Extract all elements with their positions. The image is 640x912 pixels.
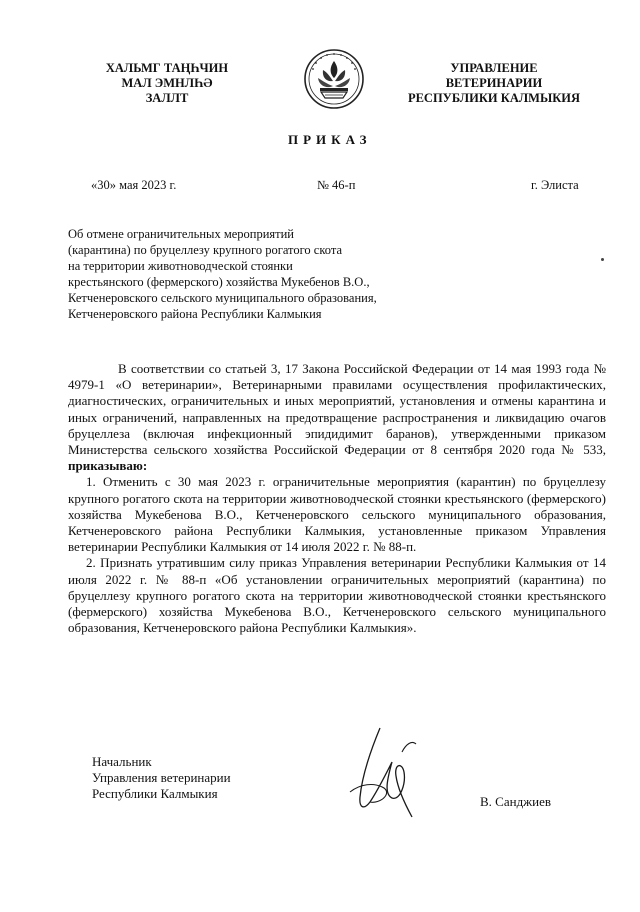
subject-line-5: Кетченеровского сельского муниципального образования, (68, 291, 377, 305)
document-title: ПРИКАЗ (288, 132, 372, 147)
item-1-paragraph: 1. Отменить с 30 мая 2023 г. ограничительные мероприятия (карантин) по бруцеллезу крупного рогатого скота на территории животноводческой стоянки крестьянского (фермерского) хозяйства Мукебенова В.О., Кетченеровского сельского муниципального образования, Кетченеровского района Республики Калмыкия, установленные приказом Управления ветеринарии Республики Калмыкия от 14 июля 2022 г. № 88-п. (68, 474, 606, 555)
subject-line-1: Об отмене ограничительных мероприятий (68, 227, 295, 241)
header-left-block (92, 61, 242, 106)
subject-line-2: (карантина) по бруцеллезу крупного рогатого скота (68, 243, 343, 257)
kalmykia-emblem-icon (303, 48, 365, 110)
document-date: «30» мая 2023 г. (91, 178, 177, 192)
order-word: приказываю: (68, 458, 148, 474)
handwritten-signature-icon (340, 722, 450, 822)
header-left-line-2: МАЛ ЭМНЛҺӘ (121, 76, 213, 90)
subject-line-6: Кетченеровского района Республики Калмыкия (68, 307, 322, 321)
position-line-1: Начальник (92, 754, 152, 769)
document-city: г. Элиста (531, 178, 579, 192)
header-right-line-3: РЕСПУБЛИКИ КАЛМЫКИЯ (407, 91, 581, 105)
position-line-3: Республики Калмыкия (92, 786, 218, 801)
item-2-paragraph: 2. Признать утратившим силу приказ Управления ветеринарии Республики Калмыкия от 14 июля 2022 г. № 88-п «Об установлении ограничительных мероприятий (карантина) по бруцеллезу крупного рогатого скота на территории животноводческой стоянки крестьянского (фермерского) хозяйства Мукебенова В.О., Кетченеровского сельского муниципального образования, Кетченеровского района Республики Калмыкия». (68, 555, 606, 636)
header-right-block (398, 61, 590, 106)
document-body (68, 361, 606, 636)
header-right-line-2: ВЕТЕРИНАРИИ (445, 76, 543, 90)
scan-speck (601, 258, 604, 261)
preamble-paragraph (68, 361, 606, 474)
position-line-2: Управления ветеринарии (92, 770, 231, 785)
subject-line-3: на территории животноводческой стоянки (68, 259, 293, 273)
signatory-position (92, 754, 231, 802)
preamble-text: В соответствии со статьей 3, 17 Закона Российской Федерации от 14 мая 1993 года № 4979-1 «О ветеринарии», Ветеринарными правилами осуществления профилактических, диагностических, ограничительных и иных мероприятий, установления и отмены карантина и иных ограничений, направленных на предотвращение распространения и ликвидацию очагов бруцеллеза (включая инфекционный эпидидимит баранов), утвержденными приказом Министерства сельского хозяйства Российской Федерации от 8 сентября 2020 года № 533, (68, 361, 606, 458)
header-left-line-3: ЗАЛЛТ (145, 91, 189, 105)
header-right-line-1: УПРАВЛЕНИЕ (450, 61, 538, 75)
document-number: № 46-п (317, 178, 356, 192)
signatory-name: В. Санджиев (480, 794, 552, 809)
subject-line-4: крестьянского (фермерского) хозяйства Мукебенов В.О., (68, 275, 370, 289)
header-left-line-1: ХАЛЬМГ ТАҢҺЧИН (105, 61, 229, 75)
document-subject (68, 226, 377, 322)
